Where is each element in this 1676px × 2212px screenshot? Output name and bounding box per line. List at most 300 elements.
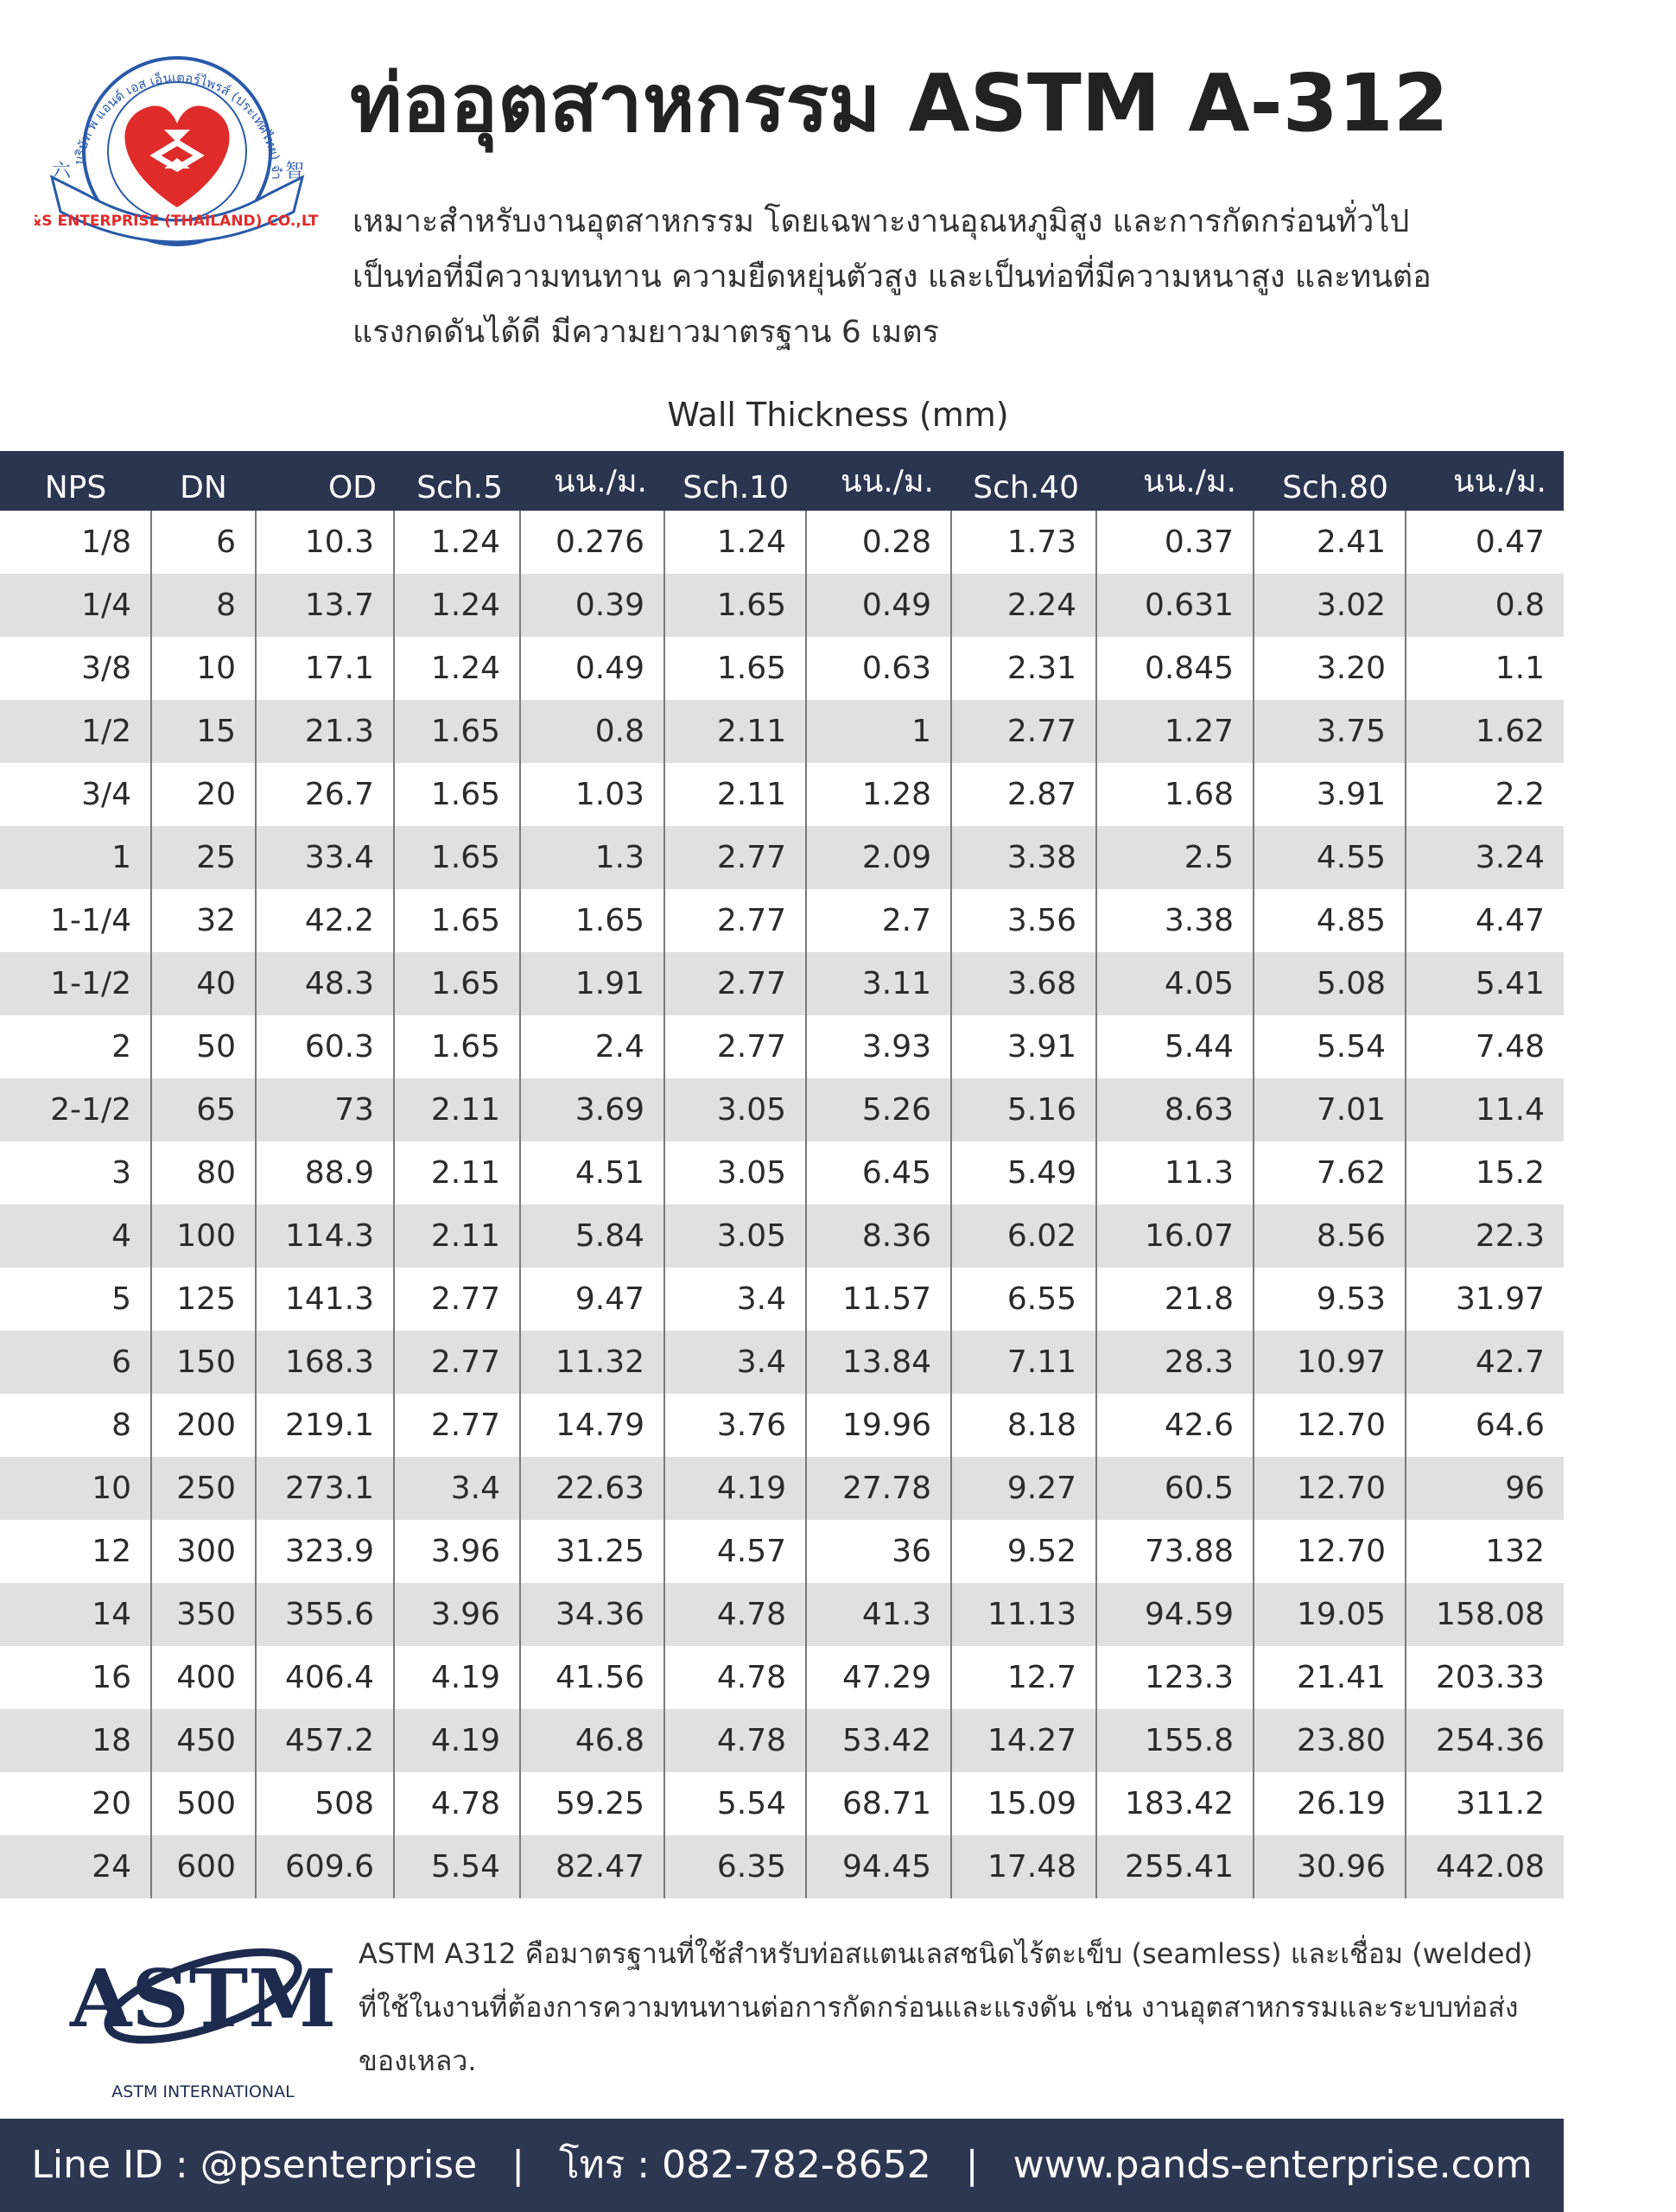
note-line: ของเหลว.	[359, 2044, 477, 2077]
table-cell: 40	[151, 952, 256, 1015]
table-cell: 273.1	[256, 1457, 394, 1520]
table-cell: 68.71	[806, 1772, 951, 1835]
table-cell: 73.88	[1096, 1520, 1254, 1583]
table-cell: 0.845	[1096, 637, 1254, 700]
table-cell: 609.6	[256, 1835, 394, 1898]
table-cell: 4.05	[1096, 952, 1254, 1015]
logo-arc-text: บริษัท พี แอนด์ เอส เอ็นเตอร์ไพรส์ (ประเทศไทย) จำ	[70, 69, 285, 181]
table-cell: 15.2	[1475, 1155, 1545, 1191]
table-cell: 1.65	[520, 889, 664, 952]
column-header: NPS	[0, 451, 151, 511]
table-row	[0, 889, 1564, 952]
table-cell: 2.11	[394, 1078, 520, 1141]
table-cell: 27.78	[806, 1457, 951, 1520]
table-cell: 15.09	[951, 1772, 1096, 1835]
table-cell: 5.54	[664, 1772, 806, 1835]
column-header: นน./ม.	[1406, 451, 1564, 511]
table-cell: 457.2	[256, 1709, 394, 1772]
table-row	[0, 1394, 1564, 1457]
table-cell: 12	[0, 1520, 151, 1583]
table-cell: 96	[1406, 1457, 1564, 1520]
table-cell: 20	[151, 763, 256, 826]
table-cell: 6.55	[951, 1268, 1096, 1331]
table-cell: 3.38	[1096, 889, 1254, 952]
table-cell: 323.9	[256, 1520, 394, 1583]
table-cell: 26.7	[256, 763, 394, 826]
table-row	[0, 637, 1564, 700]
table-cell: 9.47	[520, 1268, 664, 1331]
table-cell: 5.16	[951, 1078, 1096, 1141]
table-cell: 88.9	[256, 1141, 394, 1205]
table-cell: 5.26	[806, 1078, 951, 1141]
table-cell: 254.36	[1406, 1709, 1564, 1772]
table-cell: 2.11	[664, 763, 806, 826]
table-cell: 8	[151, 574, 256, 637]
table-cell: 3.75	[1254, 700, 1406, 763]
column-header: Sch.5	[394, 451, 520, 511]
table-cell: 21.41	[1254, 1646, 1406, 1709]
table-cell: 508	[256, 1772, 394, 1835]
table-cell: 2.5	[1096, 826, 1254, 889]
table-cell: 311.2	[1455, 1786, 1545, 1821]
table-cell: 3.24	[1406, 826, 1564, 889]
table-cell: 1.91	[520, 952, 664, 1015]
table-row	[0, 1646, 1564, 1709]
line-id-link[interactable]: Line ID : @psenterprise	[31, 2143, 478, 2187]
table-cell: 2.77	[664, 952, 806, 1015]
table-cell: 5.84	[520, 1205, 664, 1268]
table-cell: 24	[0, 1835, 151, 1898]
table-cell: 3/8	[0, 637, 151, 700]
table-cell: 4	[0, 1205, 151, 1268]
table-cell: 3.02	[1254, 574, 1406, 637]
table-cell: 3.05	[664, 1141, 806, 1205]
table-cell: 3.4	[664, 1331, 806, 1394]
table-cell: 300	[151, 1520, 256, 1583]
table-cell: 1.65	[394, 952, 520, 1015]
table-cell: 3.05	[664, 1078, 806, 1141]
table-cell: 0.39	[520, 574, 664, 637]
table-row	[0, 1015, 1564, 1078]
table-cell: 0.49	[806, 574, 951, 637]
table-cell: 1.65	[394, 826, 520, 889]
column-header: Sch.40	[951, 451, 1096, 511]
table-cell: 10	[151, 637, 256, 700]
table-cell: 2	[0, 1015, 151, 1078]
table-cell: 11.4	[1406, 1078, 1564, 1141]
pipe-spec-table	[0, 451, 1564, 1898]
table-cell: 12.70	[1254, 1457, 1406, 1520]
table-cell: 168.3	[256, 1331, 394, 1394]
table-cell: 1	[0, 826, 151, 889]
table-cell: 1.73	[951, 511, 1096, 574]
description-line: เป็นท่อที่มีความทนทาน ความยืดหยุ่นตัวสูง และเป็นท่อที่มีความหนาสูง และทนต่อ	[352, 259, 1432, 295]
table-cell: 0.63	[806, 637, 951, 700]
table-cell: 5.08	[1254, 952, 1406, 1015]
column-header: นน./ม.	[806, 451, 951, 511]
table-cell: 12.70	[1254, 1394, 1406, 1457]
table-cell: 5.44	[1096, 1015, 1254, 1078]
table-cell: 7.11	[951, 1331, 1096, 1394]
table-cell: 3.68	[951, 952, 1096, 1015]
table-cell: 17.1	[256, 637, 394, 700]
table-cell: 8.18	[951, 1394, 1096, 1457]
table-cell: 1.28	[806, 763, 951, 826]
table-cell: 11.32	[520, 1331, 664, 1394]
table-cell: 19.05	[1254, 1583, 1406, 1646]
table-cell: 42.7	[1406, 1331, 1564, 1394]
table-cell: 2.11	[394, 1141, 520, 1205]
table-row	[0, 1331, 1564, 1394]
table-cell: 9.27	[951, 1457, 1096, 1520]
table-cell: 1.65	[394, 889, 520, 952]
table-cell: 2.24	[951, 574, 1096, 637]
table-cell: 3.11	[806, 952, 951, 1015]
table-row	[0, 763, 1564, 826]
website-link[interactable]: www.pands-enterprise.com	[1013, 2143, 1533, 2187]
astm-caption: ASTM INTERNATIONAL	[111, 2082, 295, 2101]
description-line: แรงกดดันได้ดี มีความยาวมาตรฐาน 6 เมตร	[352, 315, 939, 350]
table-cell: 3.93	[806, 1015, 951, 1078]
table-cell: 9.52	[951, 1520, 1096, 1583]
table-cell: 1.24	[394, 574, 520, 637]
table-cell: 14	[0, 1583, 151, 1646]
table-cell: 10.3	[256, 511, 394, 574]
table-cell: 3.20	[1254, 637, 1406, 700]
table-cell: 200	[151, 1394, 256, 1457]
table-cell: 4.51	[520, 1141, 664, 1205]
table-cell: 1-1/2	[0, 952, 151, 1015]
table-cell: 600	[151, 1835, 256, 1898]
table-row	[0, 1520, 1564, 1583]
table-cell: 3.4	[394, 1457, 520, 1520]
table-cell: 15	[151, 700, 256, 763]
table-cell: 1.65	[394, 1015, 520, 1078]
table-cell: 1.1	[1495, 651, 1545, 686]
table-cell: 8.36	[806, 1205, 951, 1268]
phone-link[interactable]: โทร : 082-782-8652	[559, 2143, 931, 2187]
column-header: Sch.10	[664, 451, 806, 511]
table-cell: 1.27	[1096, 700, 1254, 763]
table-cell: 11.57	[806, 1268, 951, 1331]
table-cell: 8	[0, 1394, 151, 1457]
table-cell: 158.08	[1406, 1583, 1564, 1646]
astm-logo-icon	[69, 1914, 337, 2104]
table-cell: 4.19	[664, 1457, 806, 1520]
logo-right-glyph: 智	[285, 161, 305, 182]
table-cell: 4.78	[394, 1772, 520, 1835]
table-cell: 2.41	[1254, 511, 1406, 574]
table-row	[0, 826, 1564, 889]
table-cell: 5.41	[1406, 952, 1564, 1015]
table-cell: 125	[151, 1268, 256, 1331]
table-cell: 21.8	[1096, 1268, 1254, 1331]
table-cell: 1.24	[664, 511, 806, 574]
page-title: ท่ออุตสาหกรรม ASTM A-312	[350, 57, 1449, 149]
table-cell: 10.97	[1254, 1331, 1406, 1394]
table-cell: 1.03	[520, 763, 664, 826]
standard-note	[359, 1927, 1551, 2088]
table-cell: 33.4	[256, 826, 394, 889]
table-cell: 1-1/4	[0, 889, 151, 952]
table-cell: 2.09	[806, 826, 951, 889]
table-cell: 3.91	[951, 1015, 1096, 1078]
table-cell: 3.91	[1254, 763, 1406, 826]
table-cell: 14.79	[520, 1394, 664, 1457]
table-row	[0, 1835, 1564, 1898]
table-cell: 12.70	[1254, 1520, 1406, 1583]
table-cell: 3.56	[951, 889, 1096, 952]
table-cell: 11.3	[1096, 1141, 1254, 1205]
column-header: Sch.80	[1254, 451, 1406, 511]
table-cell: 7.48	[1475, 1029, 1545, 1065]
table-cell: 47.29	[806, 1646, 951, 1709]
table-cell: 2.77	[951, 700, 1096, 763]
table-cell: 2-1/2	[0, 1078, 151, 1141]
column-header: นน./ม.	[520, 451, 664, 511]
table-cell: 3.4	[664, 1268, 806, 1331]
table-row	[0, 1772, 1564, 1835]
table-cell: 141.3	[256, 1268, 394, 1331]
table-cell: 4.78	[664, 1646, 806, 1709]
table-cell: 2.11	[394, 1205, 520, 1268]
logo-left-glyph: 六	[52, 161, 72, 182]
table-cell: 3.38	[951, 826, 1096, 889]
table-cell: 0.47	[1475, 524, 1545, 560]
table-row	[0, 1078, 1564, 1141]
description-line: เหมาะสำหรับงานอุตสาหกรรม โดยเฉพาะงานอุณหภูมิสูง และการกัดกร่อนทั่วไป	[352, 204, 1410, 239]
table-cell: 73	[256, 1078, 394, 1141]
table-cell: 1.65	[394, 763, 520, 826]
table-cell: 2.77	[394, 1331, 520, 1394]
table-cell: 53.42	[806, 1709, 951, 1772]
table-cell: 1.3	[520, 826, 664, 889]
table-cell: 16.07	[1096, 1205, 1254, 1268]
table-cell: 2.11	[664, 700, 806, 763]
column-header: OD	[256, 451, 394, 511]
table-cell: 3.96	[394, 1583, 520, 1646]
table-cell: 442.08	[1406, 1835, 1564, 1898]
table-cell: 23.80	[1254, 1709, 1406, 1772]
table-cell: 2.2	[1495, 777, 1545, 812]
footer-separator: |	[511, 2143, 525, 2187]
table-cell: 0.8	[1406, 574, 1564, 637]
table-cell: 5.54	[1254, 1015, 1406, 1078]
table-cell: 16	[0, 1646, 151, 1709]
table-cell: 2.77	[664, 1015, 806, 1078]
table-cell: 65	[151, 1078, 256, 1141]
table-cell: 94.59	[1096, 1583, 1254, 1646]
astm-mark-text: ASTM	[69, 1952, 337, 2045]
table-cell: 48.3	[256, 952, 394, 1015]
table-cell: 2.77	[664, 826, 806, 889]
table-cell: 1/4	[0, 574, 151, 637]
table-cell: 30.96	[1254, 1835, 1406, 1898]
table-cell: 1.68	[1096, 763, 1254, 826]
table-cell: 9.53	[1254, 1268, 1406, 1331]
table-cell: 6.45	[806, 1141, 951, 1205]
table-cell: 1.65	[664, 637, 806, 700]
table-cell: 28.3	[1096, 1331, 1254, 1394]
table-cell: 41.56	[520, 1646, 664, 1709]
table-cell: 0.37	[1096, 511, 1254, 574]
table-cell: 2.77	[664, 889, 806, 952]
table-cell: 20	[0, 1772, 151, 1835]
table-row	[0, 1141, 1564, 1205]
table-cell: 4.57	[664, 1520, 806, 1583]
table-caption: Wall Thickness (mm)	[667, 396, 1009, 434]
table-cell: 100	[151, 1205, 256, 1268]
table-cell: 2.77	[394, 1394, 520, 1457]
table-cell: 6	[151, 511, 256, 574]
table-cell: 22.3	[1406, 1205, 1564, 1268]
table-cell: 6	[0, 1331, 151, 1394]
table-cell: 46.8	[520, 1709, 664, 1772]
product-description	[352, 194, 1545, 360]
column-header: DN	[151, 451, 256, 511]
table-cell: 41.3	[806, 1583, 951, 1646]
table-cell: 1	[806, 700, 951, 763]
table-cell: 150	[151, 1331, 256, 1394]
table-cell: 31.97	[1455, 1281, 1545, 1317]
table-cell: 0.276	[520, 511, 664, 574]
table-cell: 1/8	[0, 511, 151, 574]
table-cell: 3/4	[0, 763, 151, 826]
table-cell: 32	[151, 889, 256, 952]
table-cell: 5.49	[951, 1141, 1096, 1205]
table-cell: 8.63	[1096, 1078, 1254, 1141]
table-cell: 60.3	[256, 1015, 394, 1078]
table-cell: 4.85	[1254, 889, 1406, 952]
table-cell: 4.78	[664, 1583, 806, 1646]
table-row	[0, 1583, 1564, 1646]
table-cell: 4.55	[1254, 826, 1406, 889]
table-cell: 25	[151, 826, 256, 889]
table-cell: 2.7	[806, 889, 951, 952]
table-cell: 400	[151, 1646, 256, 1709]
table-cell: 355.6	[256, 1583, 394, 1646]
table-cell: 11.13	[951, 1583, 1096, 1646]
table-cell: 36	[806, 1520, 951, 1583]
table-cell: 5.54	[394, 1835, 520, 1898]
table-cell: 21.3	[256, 700, 394, 763]
astm-logo	[69, 1914, 337, 2104]
table-body	[0, 511, 1564, 1898]
table-cell: 0.8	[520, 700, 664, 763]
table-cell: 2.31	[951, 637, 1096, 700]
table-cell: 203.33	[1436, 1660, 1545, 1695]
table-cell: 4.19	[394, 1646, 520, 1709]
table-cell: 3.76	[664, 1394, 806, 1457]
table-cell: 0.631	[1096, 574, 1254, 637]
table-row	[0, 700, 1564, 763]
footer-separator: |	[965, 2143, 979, 2187]
table-cell: 17.48	[951, 1835, 1096, 1898]
table-cell: 255.41	[1096, 1835, 1254, 1898]
table-cell: 2.87	[951, 763, 1096, 826]
table-cell: 450	[151, 1709, 256, 1772]
table-cell: 5	[0, 1268, 151, 1331]
table-cell: 64.6	[1475, 1408, 1545, 1443]
heart-logo-icon	[35, 48, 320, 264]
table-cell: 155.8	[1096, 1709, 1254, 1772]
table-cell: 31.25	[520, 1520, 664, 1583]
note-line: ที่ใช้ในงานที่ต้องการความทนทานต่อการกัดกร่อนและแรงดัน เช่น งานอุตสาหกรรมและระบบท่อส่ง	[359, 1991, 1519, 2024]
table-cell: 59.25	[520, 1772, 664, 1835]
table-cell: 3.96	[394, 1520, 520, 1583]
table-cell: 0.28	[806, 511, 951, 574]
table-row	[0, 1205, 1564, 1268]
table-cell: 2.4	[520, 1015, 664, 1078]
table-row	[0, 1268, 1564, 1331]
table-cell: 6.35	[664, 1835, 806, 1898]
table-cell: 12.7	[951, 1646, 1096, 1709]
table-cell: 80	[151, 1141, 256, 1205]
table-row	[0, 952, 1564, 1015]
table-cell: 1.24	[394, 511, 520, 574]
table-cell: 34.36	[520, 1583, 664, 1646]
table-cell: 82.47	[520, 1835, 664, 1898]
table-cell: 42.6	[1096, 1394, 1254, 1457]
table-cell: 250	[151, 1457, 256, 1520]
table-row	[0, 1457, 1564, 1520]
table-cell: 4.47	[1475, 903, 1545, 938]
table-cell: 0.49	[520, 637, 664, 700]
table-cell: 3	[0, 1141, 151, 1205]
table-cell: 123.3	[1096, 1646, 1254, 1709]
table-cell: 13.84	[806, 1331, 951, 1394]
table-cell: 19.96	[806, 1394, 951, 1457]
table-cell: 60.5	[1096, 1457, 1254, 1520]
note-line: ASTM A312 คือมาตรฐานที่ใช้สำหรับท่อสแตนเลสชนิดไร้ตะเข็บ (seamless) และเชื่อม (welded)	[359, 1937, 1533, 1970]
table-cell: 8.56	[1254, 1205, 1406, 1268]
table-row	[0, 1709, 1564, 1772]
table-cell: 350	[151, 1583, 256, 1646]
table-cell: 7.01	[1254, 1078, 1406, 1141]
table-cell: 4.78	[664, 1709, 806, 1772]
table-cell: 1.62	[1406, 700, 1564, 763]
table-cell: 14.27	[951, 1709, 1096, 1772]
table-cell: 3.69	[520, 1078, 664, 1141]
table-cell: 1.24	[394, 637, 520, 700]
table-cell: 50	[151, 1015, 256, 1078]
table-cell: 1/2	[0, 700, 151, 763]
table-cell: 183.42	[1096, 1772, 1254, 1835]
logo-ribbon-text: S ENTERPRISE (THAILAND) CO.,LT	[41, 213, 319, 230]
table-cell: 6.02	[951, 1205, 1096, 1268]
table-cell: 42.2	[256, 889, 394, 952]
table-cell: 26.19	[1254, 1772, 1406, 1835]
table-cell: 406.4	[256, 1646, 394, 1709]
table-row	[0, 574, 1564, 637]
table-cell: 132	[1485, 1534, 1545, 1569]
table-cell: 500	[151, 1772, 256, 1835]
table-cell: 94.45	[806, 1835, 951, 1898]
table-cell: 10	[0, 1457, 151, 1520]
table-cell: 219.1	[256, 1394, 394, 1457]
table-cell: 4.19	[394, 1709, 520, 1772]
table-cell: 3.05	[664, 1205, 806, 1268]
table-cell: 13.7	[256, 574, 394, 637]
table-cell: 22.63	[520, 1457, 664, 1520]
column-header: นน./ม.	[1096, 451, 1254, 511]
contact-footer	[0, 2119, 1564, 2212]
table-row	[0, 511, 1564, 574]
table-cell: 7.62	[1254, 1141, 1406, 1205]
table-cell: 1.65	[394, 700, 520, 763]
table-cell: 1.65	[664, 574, 806, 637]
table-header-row	[0, 451, 1564, 511]
